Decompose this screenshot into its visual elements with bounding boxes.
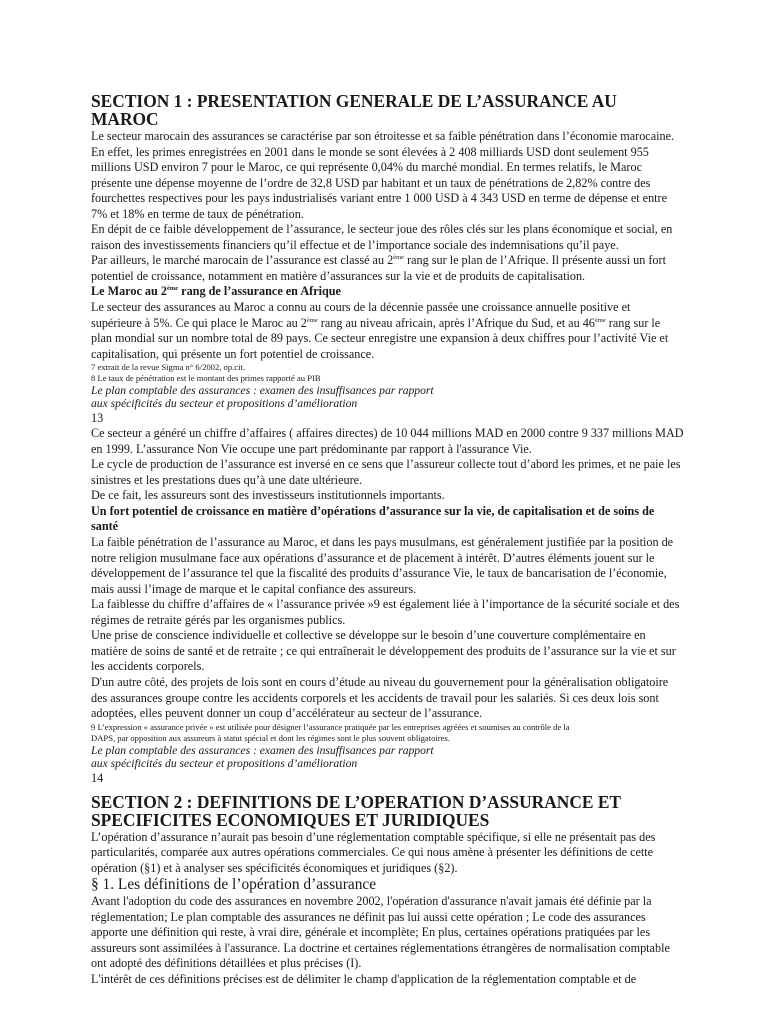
running-footer: aux spécificités du secteur et propositions d’amélioration — [91, 756, 358, 770]
paragraph: D'un autre côté, des projets de lois sont en cours d’étude au niveau du gouvernement pour la généralisation obligatoire des assurances groupe contre les accidents corporels et les accidents de travail pour les salariés. Si ces deux lois sont adoptées, elles peuvent donner un coup d’accélérateur au secteur de l’assurance. — [91, 674, 669, 721]
paragraph: Ce secteur a généré un chiffre d’affaires ( affaires directes) de 10 044 millions MAD en 2000 contre 9 337 millions MAD en 1999. L’assurance Non Vie occupe une part prédominante par rapport à l'assurance Vie. — [91, 426, 684, 456]
paragraph: La faiblesse du chiffre d’affaires de « l’assurance privée »9 est également liée à l’importance de la sécurité sociale et des régimes de retraite gérés par les organismes publics. — [91, 597, 680, 627]
running-footer: Le plan comptable des assurances : examen des insuffisances par rapport — [91, 743, 434, 757]
paragraph: L'intérêt de ces définitions précises est de délimiter le champ d'application de la réglementation comptable et de — [91, 971, 637, 986]
paragraph: Avant l'adoption du code des assurances en novembre 2002, l'opération d'assurance n'avait jamais été définie par la réglementation; Le plan comptable des assurances ne définit pas lui aussi cette opération ; Le code des assurances apporte une définition qui reste, à vrai dire, générale et incomplète; En plus, certaines opérations pratiquées par les assureurs sont assimilées à l'assurance. La doctrine et certaines réglementations étrangères de normalisation comptable ont adopté des définitions détaillées et plus précises (I). — [91, 894, 670, 971]
paragraph: Le secteur des assurances au Maroc a connu au cours de la décennie passée une croissance annuelle positive et supérieure à 5%. Ce qui place le Maroc au 2ème rang au niveau africain, après l’Afrique du Sud, et au 46ème rang sur le plan mondial sur un nombre total de 89 pays. Ce secteur enregistre une expansion à deux chiffres pour l’activité Vie et capitalisation, qui présente un fort potentiel de croissance. — [91, 300, 669, 361]
page-number: 14 — [91, 770, 104, 785]
subsection-heading: § 1. Les définitions de l’opération d’assurance — [91, 876, 377, 894]
running-footer: aux spécificités du secteur et propositions d’amélioration — [91, 397, 358, 411]
paragraph: Par ailleurs, le marché marocain de l’assurance est classé au 2ème rang sur le plan de l’Afrique. Il présente aussi un fort potentiel de croissance, notamment en matière d’assurances sur la vie et de produits de capitalisation. — [91, 253, 666, 283]
page-number: 13 — [91, 411, 104, 426]
paragraph: La faible pénétration de l’assurance au Maroc, et dans les pays musulmans, est généralement justifiée par la position de notre religion musulmane face aux opérations d’assurance et de placement à intérêt. D’autres éléments jouent sur le développement de l’assurance tel que la fiscalité des produits d’assurance Vie, le taux de bancarisation de l’économie, mais aussi l’image de marque et le capital confiance des assureurs. — [91, 535, 674, 596]
subheading: Un fort potentiel de croissance en matière d’opérations d’assurance sur la vie, de capitalisation et de soins de santé — [91, 503, 655, 534]
section-1-title: SECTION 1 : PRESENTATION GENERALE DE L’ASSURANCE AU MAROC — [91, 91, 617, 129]
footnote: 8 Le taux de pénétration est le montant des primes rapporté au PIB — [91, 373, 321, 384]
section-2-title: SECTION 2 : DEFINITIONS DE L’OPERATION D’ASSURANCE ET SPECIFICITES ECONOMIQUES ET JURIDIQUES — [91, 791, 621, 830]
paragraph: Le cycle de production de l’assurance est inversé en ce sens que l’assureur collecte tout d’abord les primes, et ne paie les sinistres et les prestations dues qu’à une date ultérieure. — [91, 457, 681, 487]
running-footer: Le plan comptable des assurances : examen des insuffisances par rapport — [91, 384, 434, 398]
paragraph: Le secteur marocain des assurances se caractérise par son étroitesse et sa faible pénétration dans l’économie marocaine. En effet, les primes enregistrées en 2001 dans le monde se sont élevées à 2 408 milliards USD dont seulement 955 millions USD environ 7 pour le Maroc, ce qui représente 0,04% du marché mondial. En termes relatifs, le Maroc présente une dépense moyenne de l’ordre de 32,8 USD par habitant et un taux de pénétrations de 2,82% contre des fourchettes respectives pour les pays industrialisés variant entre 1 000 USD à 4 343 USD en terme de dépense et entre 7% et 18% en terme de taux de pénétration. — [91, 129, 675, 221]
footnote: DAPS, par opposition aux assureurs à statut spécial et dont les régimes sont le plus souvent obligatoires. — [91, 732, 450, 743]
paragraph: En dépit de ce faible développement de l’assurance, le secteur joue des rôles clés sur les plans économique et social, en raison des investissements financiers qu’il effectue et de l’importance sociale des indemnisations qu’il paye. — [91, 222, 673, 252]
paragraph: De ce fait, les assureurs sont des investisseurs institutionnels importants. — [91, 488, 445, 503]
paragraph: Une prise de conscience individuelle et collective se développe sur le besoin d’une couverture complémentaire en matière de soins de santé et de retraite ; ce qui entraînerait le développement des produits de l’assurance sur la vie et sur les accidents corporels. — [91, 628, 676, 674]
footnote: 9 L’expression « assurance privée » est utilisée pour désigner l’assurance pratiquée par les entreprises agréées et soumises au contrôle de la — [91, 721, 570, 732]
subheading: Le Maroc au 2ème rang de l’assurance en Afrique — [91, 284, 341, 299]
paragraph: L’opération d’assurance n’aurait pas besoin d’une réglementation comptable spécifique, si elle ne présentait pas des particularités, comparée aux autres opérations commerciales. Ce qui nous amène à présenter les définitions de cette opération (§1) et à analyser ses spécificités économiques et juridiques (§2). — [91, 829, 656, 875]
footnote: 7 extrait de la revue Sigma n° 6/2002, op.cit. — [91, 362, 246, 373]
